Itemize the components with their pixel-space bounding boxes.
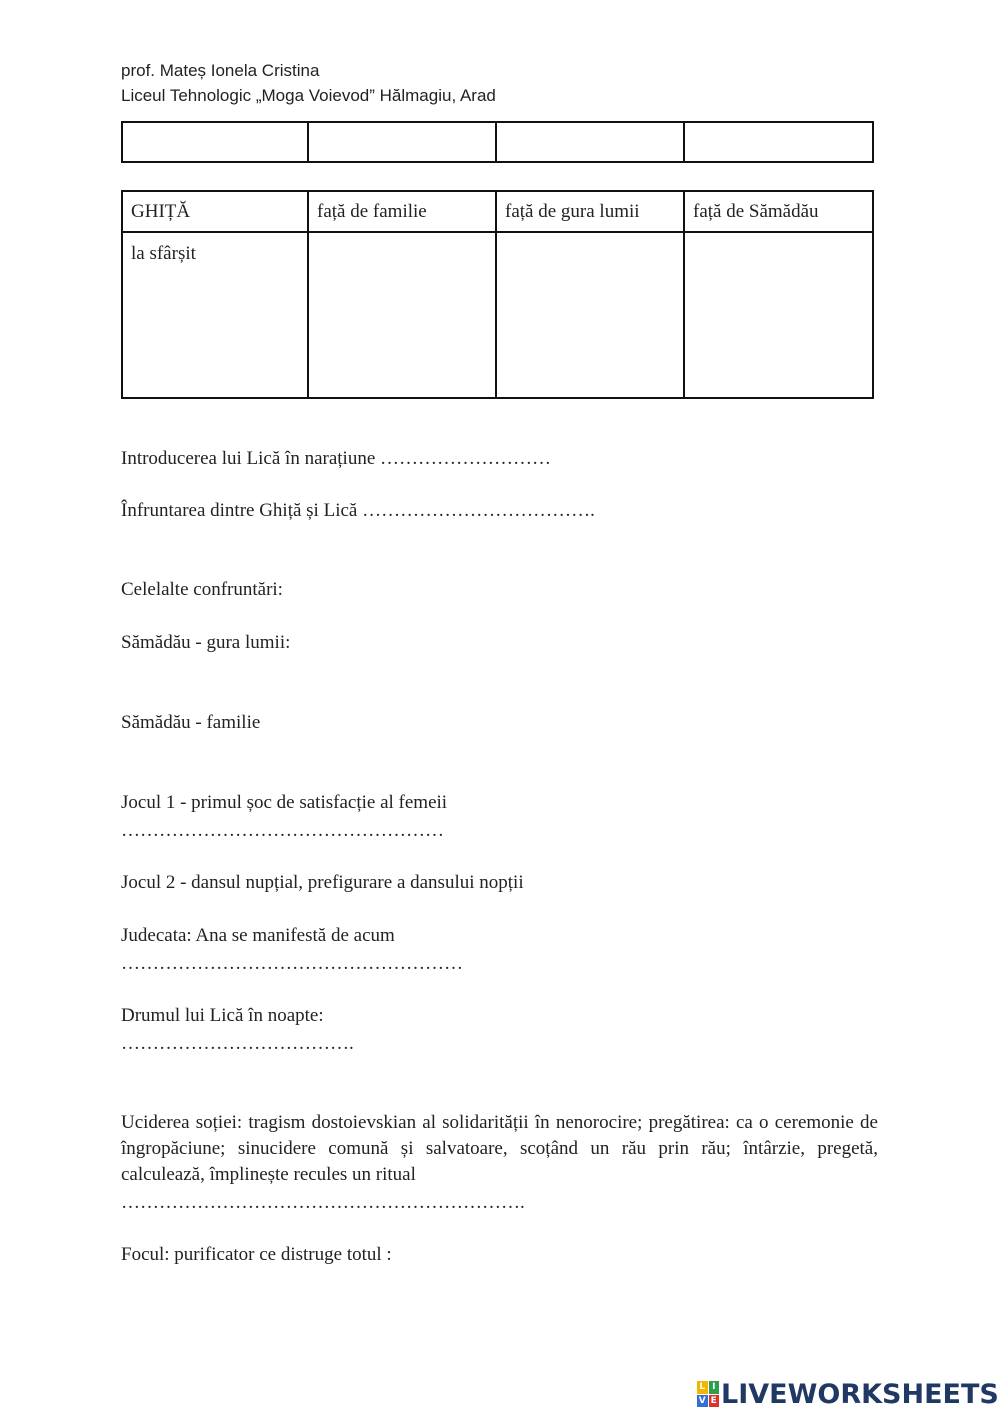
logo-mark-letter: V	[698, 1395, 706, 1406]
drumul-answer-dots[interactable]: ……………………………….	[121, 1033, 354, 1054]
drumul-line: Drumul lui Lică în noapte:	[121, 1005, 324, 1026]
table1-cell[interactable]	[308, 122, 496, 162]
judecata-line: Judecata: Ana se manifestă de acum	[121, 925, 395, 946]
logo-mark-letter: E	[709, 1395, 720, 1408]
author-name: prof. Mateș Ionela Cristina	[121, 61, 320, 80]
answer-cell-gura-lumii[interactable]	[496, 232, 684, 398]
focul-line: Focul: purificator ce distruge totul :	[121, 1244, 392, 1265]
jocul2-line: Jocul 2 - dansul nupțial, prefigurare a dansului nopții	[121, 872, 524, 893]
table1-cell[interactable]	[684, 122, 873, 162]
jocul1-answer-dots[interactable]: ……………………………………………	[121, 820, 444, 841]
liveworksheets-logo-mark	[697, 1381, 719, 1407]
liveworksheets-logo	[697, 1378, 999, 1410]
celelalte-heading: Celelalte confruntări:	[121, 579, 283, 600]
judecata-answer-dots[interactable]: ………………………………………………	[121, 953, 463, 974]
uciderea-answer-dots[interactable]: ……………………………………………………….	[121, 1192, 525, 1213]
liveworksheets-logo-text: LIVEWORKSHEETS	[721, 1378, 999, 1410]
samadau-familie-line: Sămădău - familie	[121, 712, 261, 733]
table-header-samadau: față de Sămădău	[684, 191, 873, 232]
table1-cell[interactable]	[122, 122, 308, 162]
logo-mark-letter: I	[709, 1381, 720, 1394]
table-header-gura-lumii: față de gura lumii	[496, 191, 684, 232]
school-name: Liceul Tehnologic „Moga Voievod” Hălmagiu, Arad	[121, 86, 496, 105]
empty-table	[121, 121, 874, 163]
uciderea-paragraph: Uciderea soției: tragism dostoievskian al solidarității în nenorocire; pregătirea: ca o ceremonie de îngropăciune; sinucidere comună și salvatoare, scoțând un rău prin rău; întârzie, pregetă, calculează, împlinește recules un ritual	[121, 1112, 878, 1185]
samadau-gura-lumii-line: Sămădău - gura lumii:	[121, 632, 291, 653]
introducerea-line: Introducerea lui Lică în narațiune ………………………	[121, 448, 552, 469]
ghita-table	[121, 190, 874, 399]
answer-cell-familie[interactable]	[308, 232, 496, 398]
table-header-familie: față de familie	[308, 191, 496, 232]
jocul1-line: Jocul 1 - primul șoc de satisfacție al femeii	[121, 792, 448, 813]
table1-cell[interactable]	[496, 122, 684, 162]
logo-mark-letter: L	[697, 1381, 708, 1394]
table-header-ghita: GHIȚĂ	[122, 191, 308, 232]
answer-cell-samadau[interactable]	[684, 232, 873, 398]
infruntarea-line: Înfruntarea dintre Ghiță și Lică ……………………………….	[121, 500, 595, 521]
row-label-la-sfarsit: la sfârșit	[122, 232, 308, 398]
